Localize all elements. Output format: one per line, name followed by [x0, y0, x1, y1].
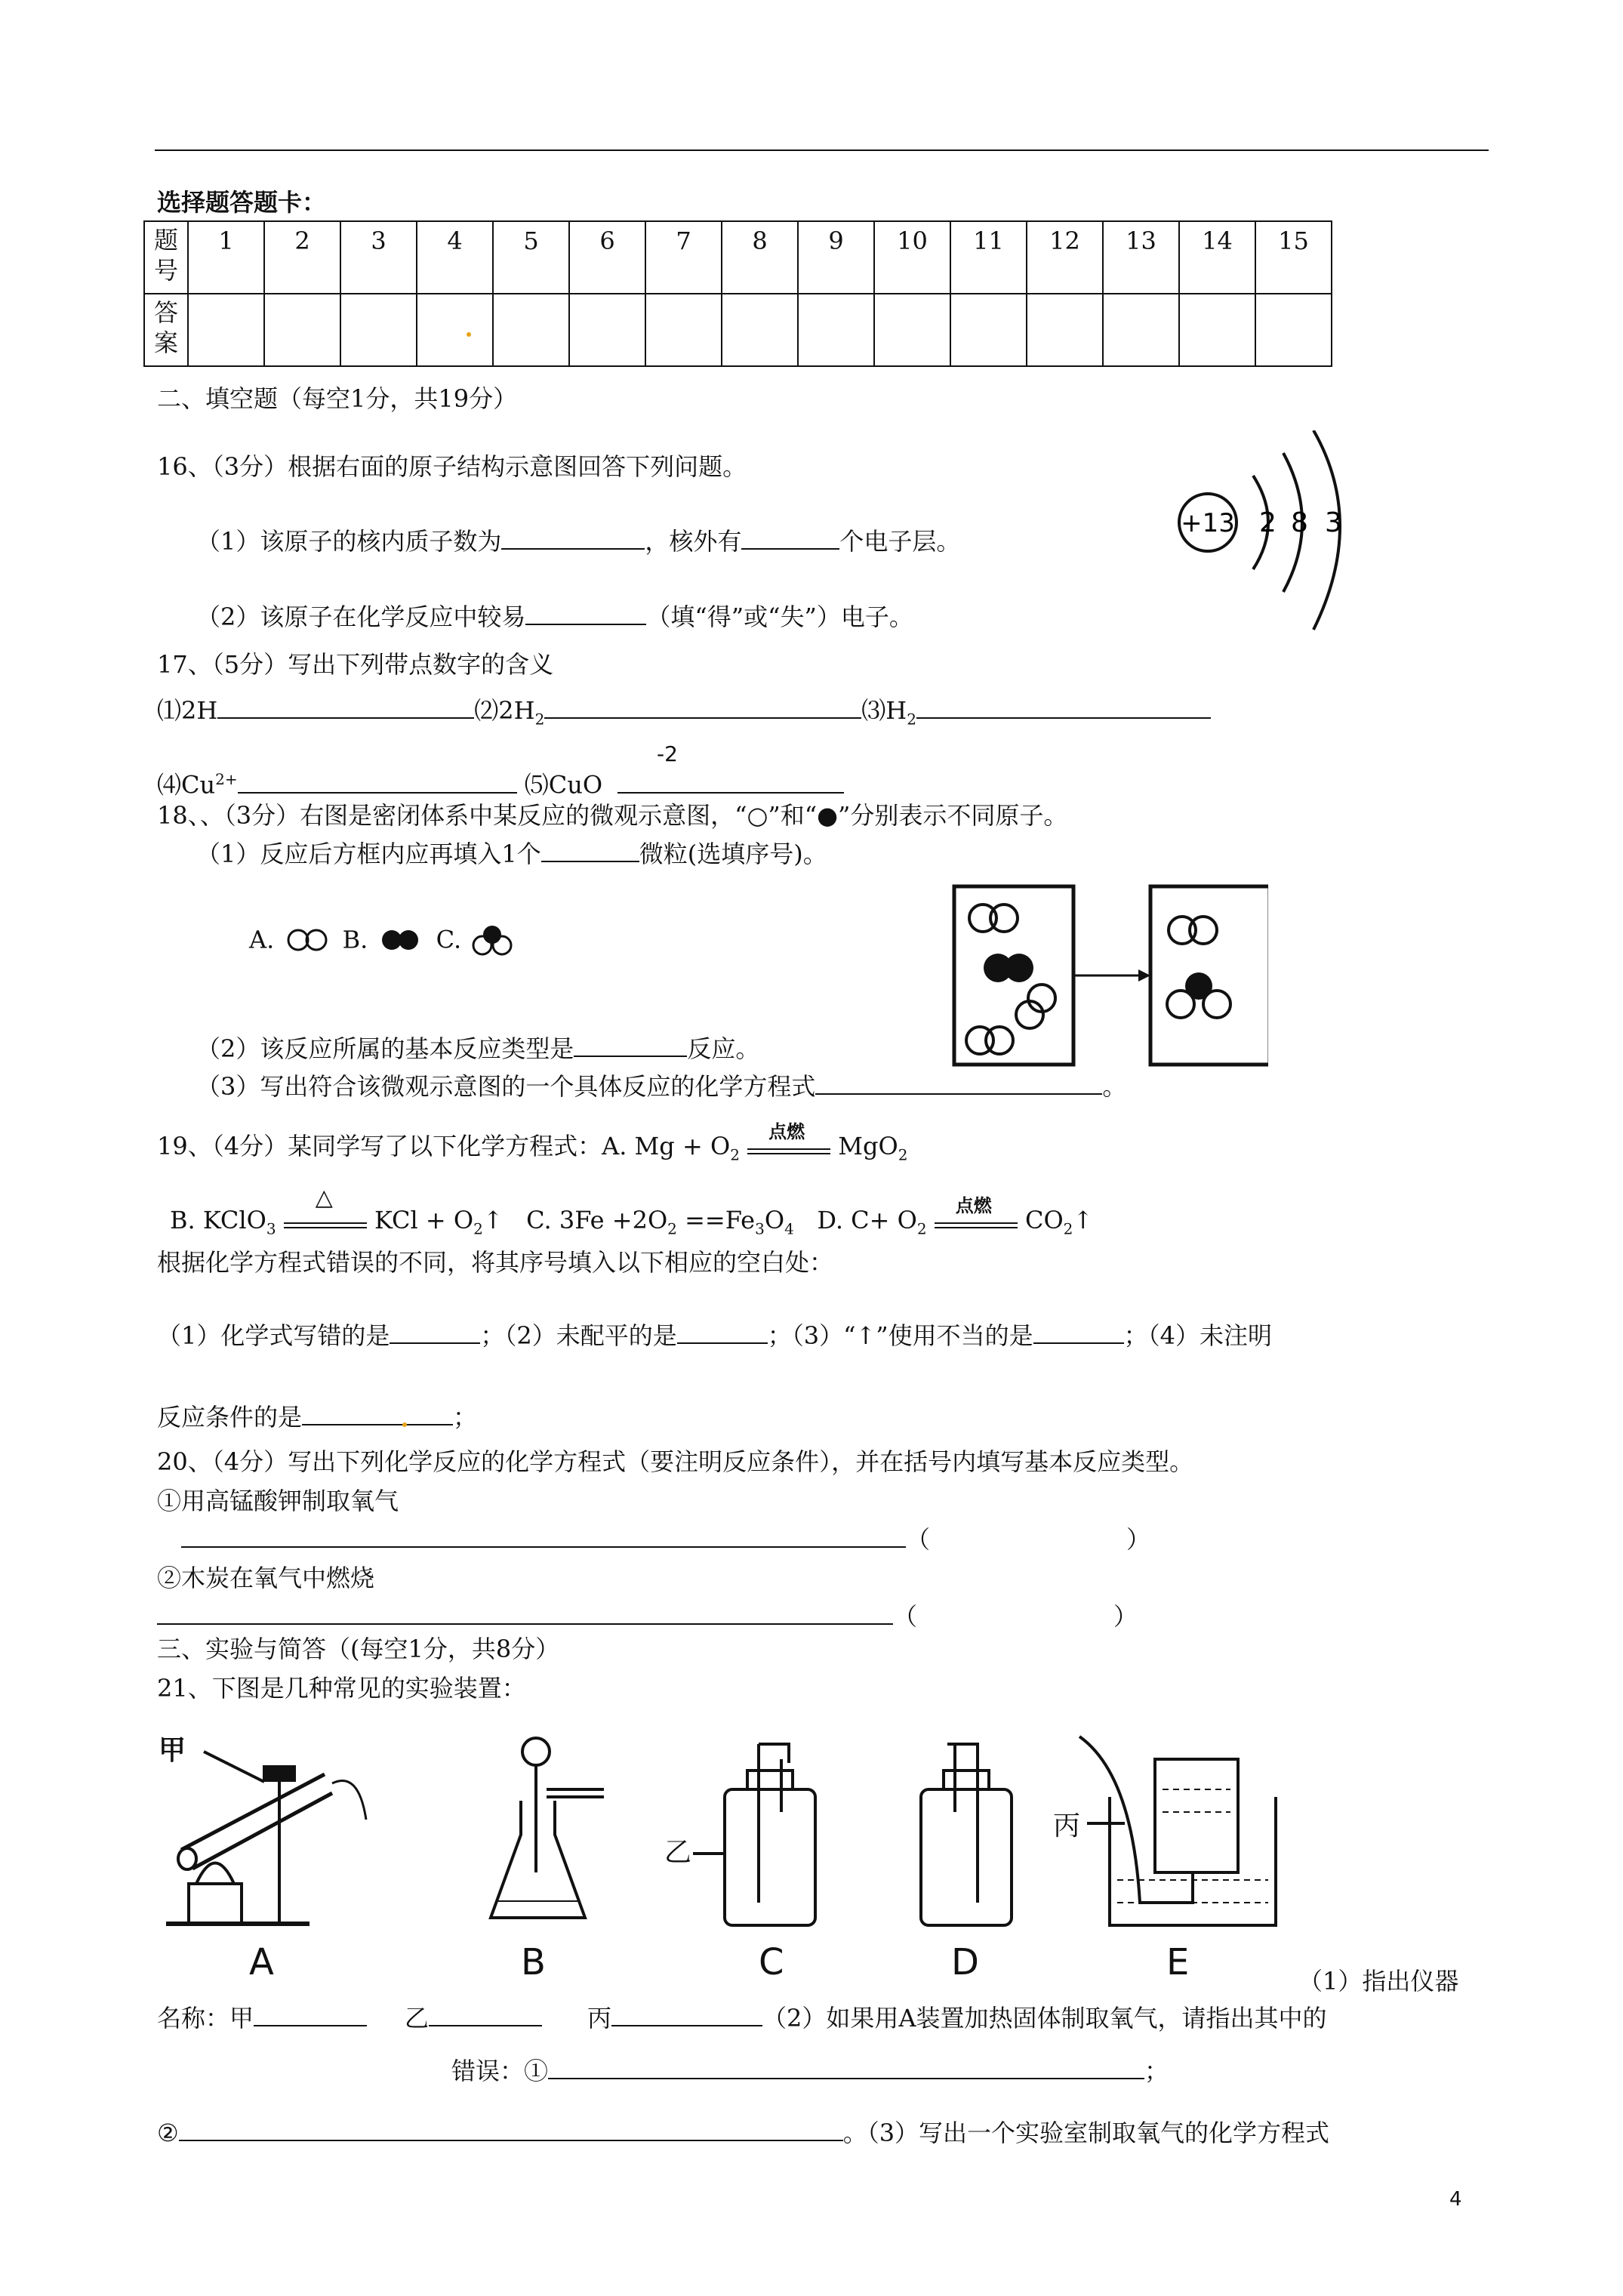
q19-line1: 19、（4分）某同学写了以下化学方程式：A. $Mg + O_2$ 点燃 MgO$_2$	[157, 1120, 908, 1164]
answer-blank[interactable]	[217, 695, 474, 719]
answer-blank[interactable]	[181, 1524, 906, 1548]
answer-blank[interactable]	[611, 2002, 762, 2026]
answer-blank[interactable]	[390, 1320, 480, 1344]
answer-cell[interactable]	[264, 294, 340, 366]
q16-stem: 16、（3分）根据右面的原子结构示意图回答下列问题。	[157, 452, 747, 481]
q16-part2: （2）该原子在化学反应中较易 （填“得”或“失”）电子。	[196, 603, 913, 631]
condition-arrow: △	[284, 1209, 367, 1228]
row-label-number: 题 号	[144, 221, 188, 294]
answer-blank[interactable]	[544, 695, 861, 719]
app-letter-b: B	[521, 1941, 546, 1983]
question-number-cell: 15	[1255, 221, 1332, 294]
answer-blank[interactable]	[574, 1033, 687, 1057]
question-number-cell: 4	[417, 221, 493, 294]
question-number-cell: 2	[264, 221, 340, 294]
mark-dot	[467, 332, 471, 337]
q17-row2: $⑷Cu^{2+}$ ⑸CuO	[157, 764, 844, 800]
condition-arrow: 点燃	[935, 1209, 1018, 1228]
question-number-cell: 10	[874, 221, 950, 294]
option-b-label: B.	[342, 925, 368, 954]
option-c-label: C.	[436, 925, 462, 954]
q18-options	[249, 923, 522, 960]
answer-cell[interactable]	[1103, 294, 1179, 366]
q18-part3: （3）写出符合该微观示意图的一个具体反应的化学方程式 。	[196, 1072, 1127, 1101]
option-a-label: A.	[249, 925, 275, 954]
app-letter-e: E	[1166, 1941, 1190, 1983]
app-letter-d: D	[951, 1941, 979, 1983]
question-number-cell: 6	[569, 221, 645, 294]
q17-valence: -2	[657, 741, 678, 766]
answer-cell[interactable]	[1255, 294, 1332, 366]
mark-dot	[402, 1422, 407, 1427]
answer-blank[interactable]	[302, 1401, 453, 1425]
q17-stem: 17、（5分）写出下列带点数字的含义	[157, 650, 554, 679]
answer-blank[interactable]	[525, 601, 646, 625]
q20-item2-answer: （ ）	[157, 1601, 1138, 1632]
answer-blank[interactable]	[179, 2117, 843, 2141]
q20-item2: ②木炭在氧气中燃烧	[157, 1564, 375, 1592]
answer-cell[interactable]	[798, 294, 874, 366]
option-a-molecule	[282, 926, 334, 957]
table-row	[144, 221, 1332, 294]
answer-card-title: 选择题答题卡：	[157, 188, 327, 217]
question-number-cell: 3	[340, 221, 417, 294]
answer-blank[interactable]	[548, 2055, 1144, 2079]
q18-part1: （1）反应后方框内应再填入1个 微粒(选填序号)。	[196, 840, 827, 868]
q18-part2: （2）该反应所属的基本反应类型是 反应。	[196, 1034, 760, 1063]
question-number-cell: 9	[798, 221, 874, 294]
answer-blank[interactable]	[677, 1320, 768, 1344]
option-c-molecule	[469, 923, 522, 960]
answer-blank[interactable]	[238, 769, 517, 794]
question-number-cell: 8	[722, 221, 798, 294]
answer-cell[interactable]	[722, 294, 798, 366]
answer-blank[interactable]	[501, 525, 645, 550]
answer-blank[interactable]	[429, 2002, 542, 2026]
q21-stem: 21、下图是几种常见的实验装置：	[157, 1674, 526, 1703]
q20-stem: 20、（4分）写出下列化学反应的化学方程式（要注明反应条件），并在括号内填写基本反应类型。	[157, 1447, 1194, 1476]
app-letter-a: A	[249, 1941, 274, 1983]
app-letter-c: C	[759, 1941, 784, 1983]
condition-arrow: 点燃	[747, 1135, 830, 1154]
row-label-answer: 答 案	[144, 294, 188, 366]
question-number-cell: 7	[645, 221, 722, 294]
label-jia: 甲	[159, 1735, 186, 1766]
nucleus-charge: +13	[1181, 508, 1235, 538]
q19-instructions: 根据化学方程式错误的不同，将其序号填入以下相应的空白处：	[157, 1248, 834, 1277]
atom-structure-diagram	[1170, 430, 1397, 649]
q17-row1: ⑴2H $⑵2H_2$ $⑶H_2$	[157, 695, 1211, 734]
q21-line3: 错误：① ；	[451, 2057, 1169, 2085]
section2-title: 二、填空题（每空1分，共19分）	[157, 384, 518, 413]
label-yi: 乙	[664, 1837, 692, 1868]
answer-blank[interactable]	[741, 525, 839, 550]
table-row	[144, 294, 1332, 366]
answer-cell[interactable]	[950, 294, 1027, 366]
label-bing: 丙	[1053, 1811, 1081, 1841]
answer-cell[interactable]	[874, 294, 950, 366]
answer-cell[interactable]	[645, 294, 722, 366]
answer-cell[interactable]	[569, 294, 645, 366]
question-number-cell: 1	[188, 221, 264, 294]
reaction-micro-diagram	[951, 883, 1268, 1072]
answer-blank[interactable]	[254, 2002, 367, 2026]
shell-electrons-3: 3	[1325, 507, 1342, 538]
question-number-cell: 5	[493, 221, 569, 294]
shell-electrons-1: 2	[1259, 507, 1277, 538]
q20-item1-answer: （ ）	[181, 1524, 1150, 1555]
q21-line4: ② 。（3）写出一个实验室制取氧气的化学方程式	[157, 2119, 1330, 2147]
q19-line2: B. KClO$_3$ △ KCl + $O_2↑$ C. $3Fe +2O_2 ==Fe_3O_4$ D. $C+ O_2$ 点燃 $CO_2↑$	[170, 1185, 1094, 1238]
answer-blank[interactable]	[157, 1601, 893, 1625]
answer-blank[interactable]	[916, 695, 1211, 719]
section3-title: 三、实验与简答（(每空1分，共8分）	[157, 1635, 560, 1663]
question-number-cell: 14	[1179, 221, 1255, 294]
answer-table	[143, 220, 1332, 367]
after-box	[1150, 886, 1268, 1065]
answer-cell[interactable]	[493, 294, 569, 366]
q19-responses: （1）化学式写错的是 ；（2）未配平的是 ；（3）“↑”使用不当的是 ；（4）未注明	[157, 1321, 1273, 1350]
header-rule	[155, 149, 1489, 151]
shell-electrons-2: 8	[1291, 507, 1308, 538]
question-number-cell: 13	[1103, 221, 1179, 294]
answer-cell[interactable]	[1027, 294, 1103, 366]
q21-part1-intro: （1）指出仪器	[1298, 1967, 1459, 1996]
question-number-cell: 12	[1027, 221, 1103, 294]
answer-blank[interactable]	[617, 769, 844, 794]
q16-part1: （1）该原子的核内质子数为 ，核外有 个电子层。	[196, 527, 961, 556]
page-number: 4	[1449, 2188, 1462, 2211]
question-number-cell: 11	[950, 221, 1027, 294]
q20-item1: ①用高锰酸钾制取氧气	[157, 1487, 399, 1515]
answer-blank[interactable]	[1033, 1320, 1124, 1344]
answer-blank[interactable]	[815, 1071, 1102, 1095]
lab-apparatus-figure	[151, 1729, 1321, 2001]
q19-responses-cont: 反应条件的是 ；	[157, 1403, 478, 1432]
answer-cell[interactable]	[417, 294, 493, 366]
q21-line2: 名称：甲 乙 丙 （2）如果用A装置加热固体制取氧气，请指出其中的	[157, 2004, 1327, 2032]
q18-stem: 18、、（3分）右图是密闭体系中某反应的微观示意图，“○”和“●”分别表示不同原子。	[157, 801, 1068, 830]
answer-cell[interactable]	[188, 294, 264, 366]
answer-blank[interactable]	[541, 838, 639, 862]
answer-cell[interactable]	[1179, 294, 1255, 366]
answer-cell[interactable]	[340, 294, 417, 366]
option-b-molecule	[375, 926, 428, 957]
